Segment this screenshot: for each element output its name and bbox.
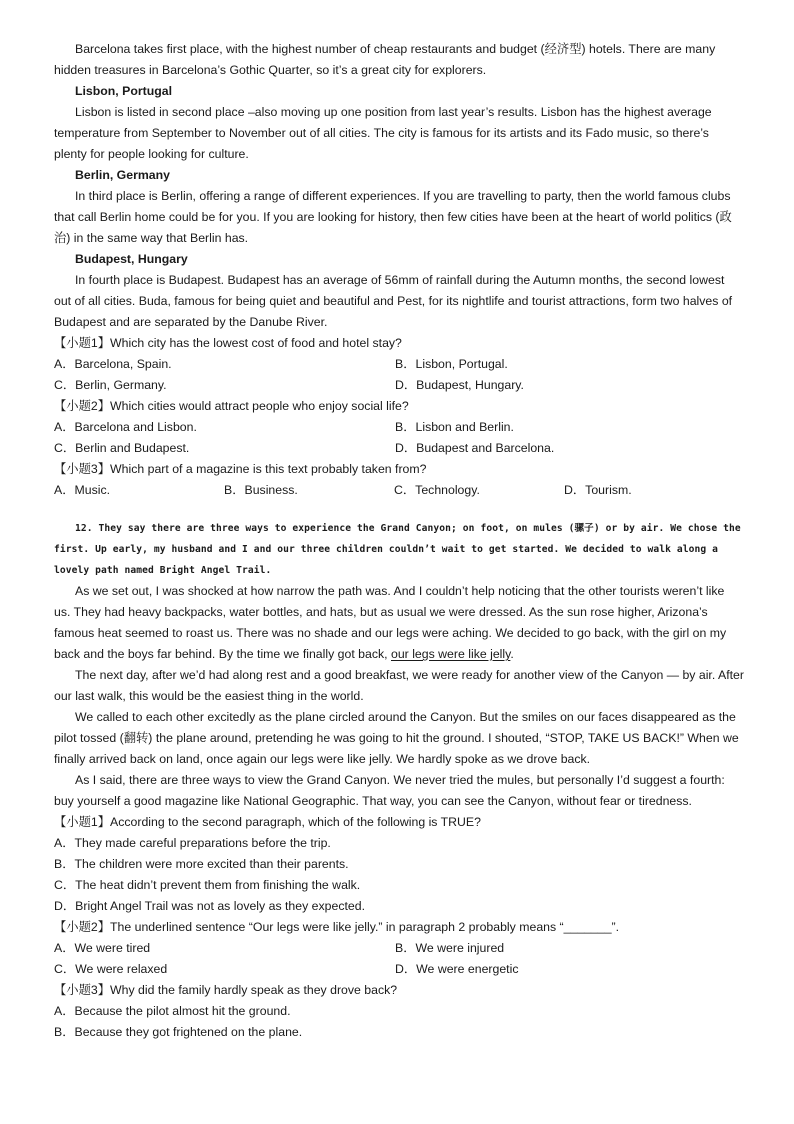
p2-q2-option-d: D．We were energetic — [395, 962, 519, 976]
p2-q3-option-a: A．Because the pilot almost hit the ground. — [54, 1004, 291, 1018]
berlin-paragraph: In third place is Berlin, offering a range of different experiences. If you are travelling to party, then the world famous clubs that call Berlin home could be for you. If you are looking for history, then few cities have been at the heart of world politics (政治) in the same way that Berlin has. — [54, 189, 732, 245]
p2-question-2-stem: 【小题2】The underlined sentence “Our legs were like jelly.” in paragraph 2 probably means “_______”. — [54, 920, 620, 934]
budapest-paragraph: In fourth place is Budapest. Budapest has an average of 56mm of rainfall during the Autumn months, the second lowest out of all cities. Buda, famous for being quiet and beautiful and Pest, for its nightlife and tourist attractions, form two halves of Budapest and are separated by the Danube River. — [54, 273, 733, 329]
p2-q1-option-b: B．The children were more excited than their parents. — [54, 857, 349, 871]
p1-q2-option-c: C．Berlin and Budapest. — [54, 441, 190, 455]
p2-q3-option-b: B．Because they got frightened on the plane. — [54, 1025, 303, 1039]
underlined-sentence: our legs were like jelly — [391, 647, 511, 661]
p2-question-2-options-row-1 — [54, 938, 744, 959]
p1-q2-option-a: A．Barcelona and Lisbon. — [54, 420, 197, 434]
document-page — [54, 39, 744, 1043]
p2-q1-option-d: D．Bright Angel Trail was not as lovely as they expected. — [54, 899, 365, 913]
p1-q3-option-d: D．Tourism. — [564, 483, 632, 497]
lisbon-heading: Lisbon, Portugal — [75, 84, 173, 98]
berlin-heading: Berlin, Germany — [75, 168, 170, 182]
section-gap — [54, 501, 744, 518]
lisbon-paragraph: Lisbon is listed in second place –also moving up one position from last year’s results. Lisbon has the highest average temperature from September to November out of all cities. The city is famous for its artists and its Fado music, so there’s plenty for people looking for culture. — [54, 105, 712, 161]
passage-2-intro: 12. They say there are three ways to experience the Grand Canyon; on foot, on mules (骡子) or by air. We chose the first. Up early, my husband and I and our three children couldn’t wait to get started. We decided to walk along a lovely path named Bright Angel Trail. — [54, 523, 741, 576]
p1-question-1-options-row-2 — [54, 375, 744, 396]
p1-q1-option-b: B．Lisbon, Portugal. — [395, 357, 508, 371]
p2-question-3-stem: 【小题3】Why did the family hardly speak as they drove back? — [54, 983, 398, 997]
budapest-heading: Budapest, Hungary — [75, 252, 188, 266]
p2-q2-option-b: B．We were injured — [395, 941, 505, 955]
p1-q1-option-d: D．Budapest, Hungary. — [395, 378, 524, 392]
p1-question-1-options-row-1 — [54, 354, 744, 375]
p1-q1-option-c: C．Berlin, Germany. — [54, 378, 167, 392]
p1-q2-option-d: D．Budapest and Barcelona. — [395, 441, 555, 455]
p2-q1-option-c: C．The heat didn’t prevent them from finishing the walk. — [54, 878, 361, 892]
passage-2-paragraph-5: As I said, there are three ways to view the Grand Canyon. We never tried the mules, but personally I’d suggest a fourth: buy yourself a good magazine like National Geographic. That way, you can see the Canyon, without fear or tiredness. — [54, 773, 725, 808]
p1-question-2-options-row-2 — [54, 438, 744, 459]
p1-q3-option-a: A．Music. — [54, 483, 111, 497]
p1-question-3-stem: 【小题3】Which part of a magazine is this text probably taken from? — [54, 462, 427, 476]
p2-question-1-stem: 【小题1】According to the second paragraph, which of the following is TRUE? — [54, 815, 481, 829]
passage-2-paragraph-3: The next day, after we’d had along rest and a good breakfast, we were ready for another view of the Canyon — by air. After our last walk, this would be the easiest thing in the world. — [54, 668, 744, 703]
p1-q3-option-c: C．Technology. — [394, 483, 480, 497]
passage-2-paragraph-4: We called to each other excitedly as the plane circled around the Canyon. But the smiles on our faces disappeared as the pilot tossed (翻转) the plane around, pretending he was going to hit the ground. I shouted, “STOP, TAKE US BACK!” When we finally arrived back on land, once again our legs were like jelly. We hardly spoke as we drove back. — [54, 710, 739, 766]
p1-question-3-options — [54, 480, 744, 501]
p2-q2-option-c: C．We were relaxed — [54, 962, 168, 976]
p2-q2-option-a: A．We were tired — [54, 941, 151, 955]
p2-question-2-options-row-2 — [54, 959, 744, 980]
p1-question-2-options-row-1 — [54, 417, 744, 438]
para2-end: . — [510, 647, 514, 661]
para2-main-text: As we set out, I was shocked at how narrow the path was. And I couldn’t help noticing that the other tourists weren’t like us. They had heavy backpacks, water bottles, and hats, but as usual we were dressed. As the sun rose higher, Arizona’s famous heat seemed to roast us. There was no shade and our legs were aching. We decided to go back, with the girl on my back and the boys far behind. By the time we finally got back, — [54, 584, 727, 661]
barcelona-paragraph: Barcelona takes first place, with the highest number of cheap restaurants and budget (经济型) hotels. There are many hidden treasures in Barcelona’s Gothic Quarter, so it’s a great city for explorers. — [54, 42, 716, 77]
passage-2-paragraph-2 — [54, 581, 744, 665]
p1-q2-option-b: B．Lisbon and Berlin. — [395, 420, 514, 434]
p1-question-2-stem: 【小题2】Which cities would attract people who enjoy social life? — [54, 399, 409, 413]
p1-q1-option-a: A．Barcelona, Spain. — [54, 357, 172, 371]
p1-q3-option-b: B．Business. — [224, 483, 298, 497]
p2-q1-option-a: A．They made careful preparations before the trip. — [54, 836, 331, 850]
p1-question-1-stem: 【小题1】Which city has the lowest cost of food and hotel stay? — [54, 336, 402, 350]
